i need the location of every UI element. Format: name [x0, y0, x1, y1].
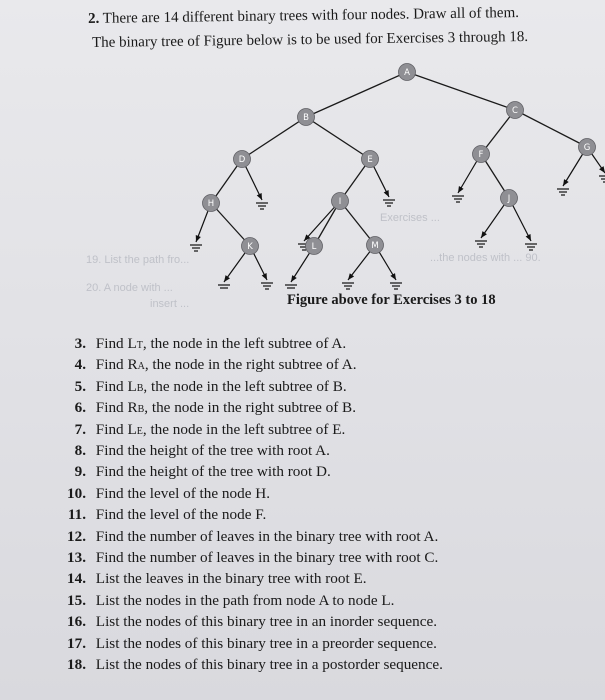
tree-node-b: [298, 109, 315, 126]
question-2: [88, 5, 519, 28]
tree-edge-B-D: [242, 117, 306, 159]
exercise-list: [64, 334, 584, 677]
exercise-number: 17.: [67, 634, 86, 652]
question-2-number: 2.: [87, 10, 100, 28]
tree-node-label: I: [338, 197, 342, 208]
exercise-15: [64, 591, 584, 612]
exercise-text: Find L: [95, 377, 137, 395]
exercise-12: [64, 527, 584, 548]
tree-node-label: D: [238, 155, 246, 166]
exercise-8: [64, 441, 584, 462]
exercise-number: 4.: [74, 356, 86, 374]
tree-node-c: [507, 102, 524, 119]
exercise-11: [64, 505, 584, 526]
exercise-number: 14.: [67, 570, 86, 588]
exercise-text: Find the height of the tree with root D.: [95, 463, 331, 481]
exercise-text-tail: , the node in the right subtree of A.: [144, 356, 357, 374]
exercise-13: [64, 548, 584, 569]
exercise-text: List the nodes of this binary tree in a preorder sequence.: [95, 634, 437, 652]
tree-node-label: A: [404, 68, 410, 79]
tree-node-j: [501, 190, 518, 207]
exercise-7: [64, 420, 584, 441]
exercise-6: [64, 398, 584, 419]
exercise-text-tail: , the node in the right subtree of B.: [144, 399, 356, 417]
exercise-18: [64, 655, 584, 676]
exercise-number: 9.: [74, 463, 86, 481]
exercise-10: [64, 484, 584, 505]
tree-node-label: B: [303, 113, 309, 124]
tree-edges: [211, 72, 587, 246]
ghost-text-2: 20. A node with ...: [86, 282, 173, 294]
exercise-subscript: B: [137, 404, 145, 416]
exercise-text: Find the level of the node H.: [95, 484, 270, 502]
exercise-text: List the nodes of this binary tree in a postorder sequence.: [95, 656, 443, 674]
tree-node-label: K: [247, 242, 253, 253]
tree-node-label: J: [507, 194, 511, 205]
exercise-text: Find R: [95, 399, 138, 417]
exercise-subscript: E: [136, 425, 143, 437]
exercise-text: Find L: [95, 420, 137, 438]
exercise-number: 3.: [74, 335, 86, 352]
exercise-16: [64, 612, 584, 633]
exercise-number: 8.: [74, 442, 86, 460]
exercise-subscript: A: [137, 361, 145, 373]
exercise-3: [64, 334, 584, 355]
exercise-subscript: T: [136, 340, 143, 351]
exercise-text: List the nodes in the path from node A to node L.: [95, 591, 395, 609]
tree-node-label: M: [371, 241, 379, 252]
exercise-number: 15.: [67, 591, 86, 609]
exercise-text: Find the height of the tree with root A.: [95, 442, 330, 460]
tree-edge-A-B: [306, 72, 407, 117]
tree-edge-B-E: [306, 117, 370, 159]
exercise-number: 11.: [67, 506, 86, 524]
exercise-text-tail: , the node in the left subtree of E.: [142, 420, 346, 438]
tree-node-label: G: [583, 143, 591, 154]
exercise-text: Find the level of the node F.: [95, 506, 267, 524]
figure-caption: Figure above for Exercises 3 to 18: [287, 292, 496, 308]
exercise-17: [64, 634, 584, 655]
ghost-text-5: Exercises ...: [380, 212, 440, 224]
exercise-number: 12.: [67, 527, 86, 545]
exercise-4: [64, 355, 584, 376]
figure-intro: The binary tree of Figure below is to be used for Exercises 3 through 18.: [91, 28, 529, 52]
exercise-text-tail: , the node in the left subtree of A.: [142, 335, 347, 352]
ghost-text-1: 19. List the path fro...: [86, 254, 190, 266]
exercise-text-tail: , the node in the left subtree of B.: [143, 377, 347, 395]
null-pointer-marker: [475, 198, 509, 247]
exercise-text: Find the number of leaves in the binary tree with root A.: [95, 527, 439, 545]
exercise-14: [64, 569, 584, 590]
exercise-text: List the leaves in the binary tree with root E.: [95, 570, 367, 588]
tree-edge-C-G: [515, 110, 587, 147]
tree-node-e: [362, 151, 379, 168]
exercise-subscript: B: [136, 382, 144, 394]
exercise-number: 10.: [67, 484, 86, 502]
exercise-number: 6.: [74, 399, 86, 417]
exercise-text: List the nodes of this binary tree in an inorder sequence.: [95, 613, 437, 631]
tree-node-label: E: [367, 155, 373, 166]
tree-node-m: [367, 237, 384, 254]
binary-tree-figure: [0, 55, 605, 290]
tree-node-d: [234, 151, 251, 168]
tree-node-label: C: [512, 106, 518, 117]
tree-nodes: [203, 64, 596, 255]
exercise-5: [64, 377, 584, 398]
tree-node-label: F: [478, 150, 484, 161]
tree-node-label: L: [311, 242, 317, 253]
tree-node-g: [579, 139, 596, 156]
tree-node-k: [242, 238, 259, 255]
tree-edge-A-C: [407, 72, 515, 110]
exercise-text: Find R: [95, 356, 138, 374]
tree-node-i: [332, 193, 349, 210]
tree-node-h: [203, 195, 220, 212]
exercise-number: 18.: [67, 656, 86, 674]
exercise-number: 16.: [67, 613, 86, 631]
ghost-text-3: insert ...: [150, 298, 190, 310]
tree-node-l: [306, 238, 323, 255]
exercise-number: 5.: [74, 377, 86, 395]
exercise-number: 13.: [67, 549, 86, 567]
ghost-text-6: ...the nodes with ... 90.: [430, 252, 541, 264]
tree-node-a: [399, 64, 416, 81]
exercise-text: Find L: [95, 335, 137, 352]
exercise-text: Find the number of leaves in the binary tree with root C.: [95, 549, 439, 567]
tree-node-label: H: [207, 199, 215, 210]
tree-null-markers: [190, 147, 605, 290]
exercise-9: [64, 462, 584, 483]
exercise-number: 7.: [74, 420, 86, 438]
tree-node-f: [473, 146, 490, 163]
question-2-text: There are 14 different binary trees with four nodes. Draw all of them.: [102, 4, 520, 27]
